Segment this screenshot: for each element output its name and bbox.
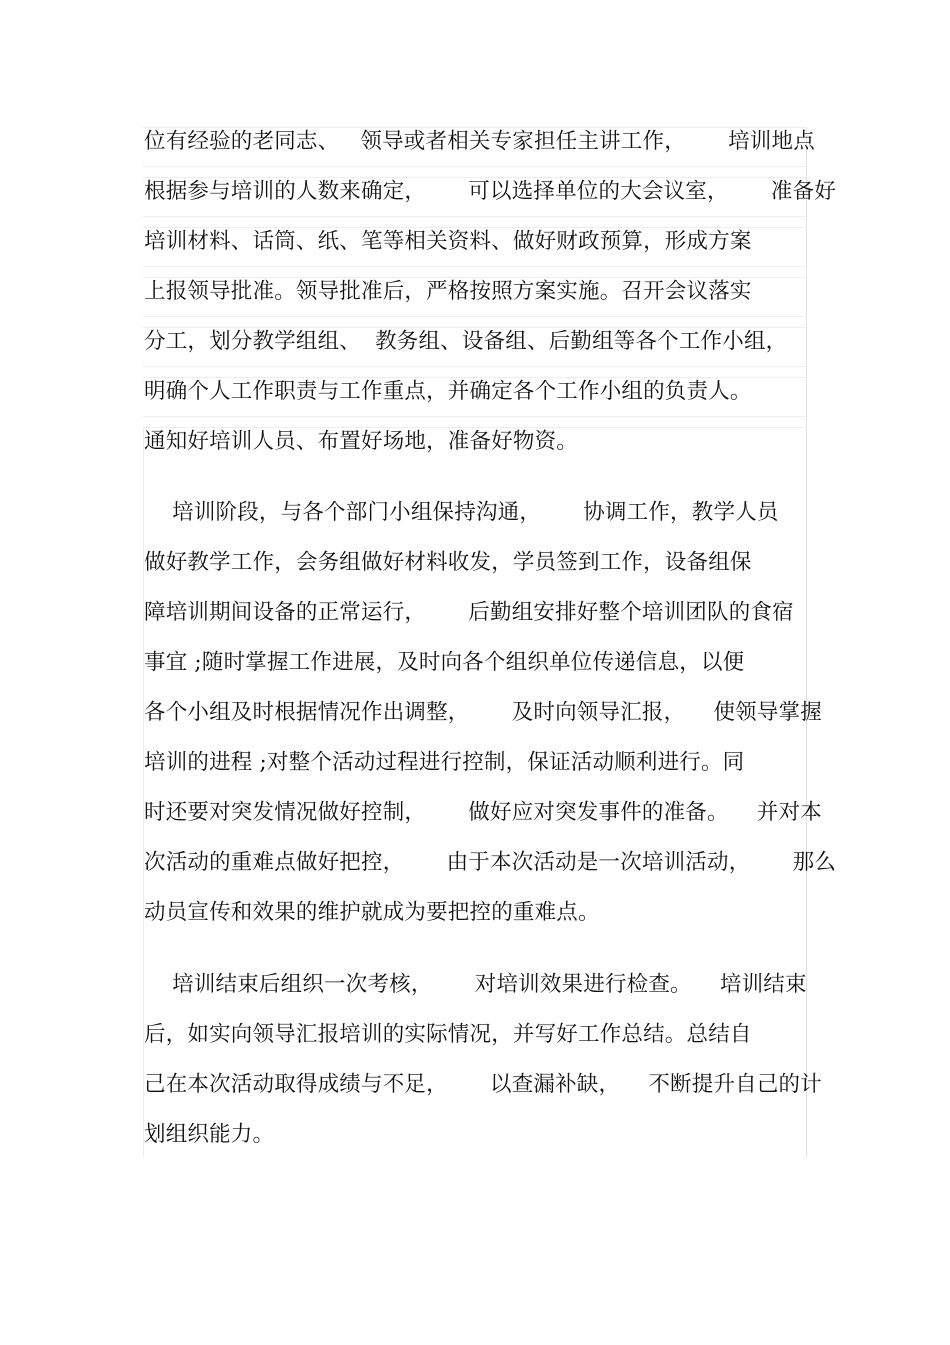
- text-line: 事宜 ;随时掌握工作进展，及时向各个组织单位传递信息，以便: [144, 650, 745, 675]
- text-line: 位有经验的老同志、 领导或者相关专家担任主讲工作， 培训地点: [144, 129, 815, 154]
- text-line: 各个小组及时根据情况作出调整， 及时向领导汇报， 使领导掌握: [144, 700, 822, 725]
- text-line: 培训的进程 ;对整个活动过程进行控制，保证活动顺利进行。同: [144, 750, 745, 775]
- text-line: 划组织能力。: [144, 1122, 275, 1147]
- text-line: 动员宣传和效果的维护就成为要把控的重难点。: [144, 900, 600, 925]
- line-rule: [143, 166, 807, 167]
- text-line: 次活动的重难点做好把控， 由于本次活动是一次培训活动， 那么: [144, 850, 837, 875]
- text-line: 通知好培训人员、布置好场地，准备好物资。: [144, 429, 579, 454]
- text-line: 培训阶段，与各个部门小组保持沟通， 协调工作，教学人员: [144, 500, 779, 525]
- text-line: 根据参与培训的人数来确定， 可以选择单位的大会议室， 准备好: [144, 179, 837, 204]
- text-line: 后，如实向领导汇报培训的实际情况，并写好工作总结。总结自: [144, 1022, 752, 1047]
- line-rule: [143, 366, 807, 367]
- text-line: 障培训期间设备的正常运行， 后勤组安排好整个培训团队的食宿: [144, 600, 794, 625]
- line-rule: [143, 266, 807, 267]
- text-line: 培训材料、话筒、纸、笔等相关资料、做好财政预算，形成方案: [144, 229, 752, 254]
- text-line: 己在本次活动取得成绩与不足， 以查漏补缺， 不断提升自己的计: [144, 1072, 822, 1097]
- text-line: 做好教学工作，会务组做好材料收发，学员签到工作，设备组保: [144, 550, 752, 575]
- text-line: 时还要对突发情况做好控制， 做好应对突发事件的准备。 并对本: [144, 800, 822, 825]
- line-rule: [143, 216, 807, 217]
- line-rule: [143, 416, 807, 417]
- line-rule: [143, 316, 807, 317]
- text-line: 明确个人工作职责与工作重点，并确定各个工作小组的负责人。: [144, 379, 752, 404]
- page-frame-right-edge: [806, 127, 807, 1157]
- text-line: 上报领导批准。领导批准后，严格按照方案实施。召开会议落实: [144, 279, 752, 304]
- text-line: 培训结束后组织一次考核， 对培训效果进行检查。 培训结束: [144, 972, 807, 997]
- text-line: 分工，划分教学组组、 教务组、设备组、后勤组等各个工作小组，: [144, 329, 788, 354]
